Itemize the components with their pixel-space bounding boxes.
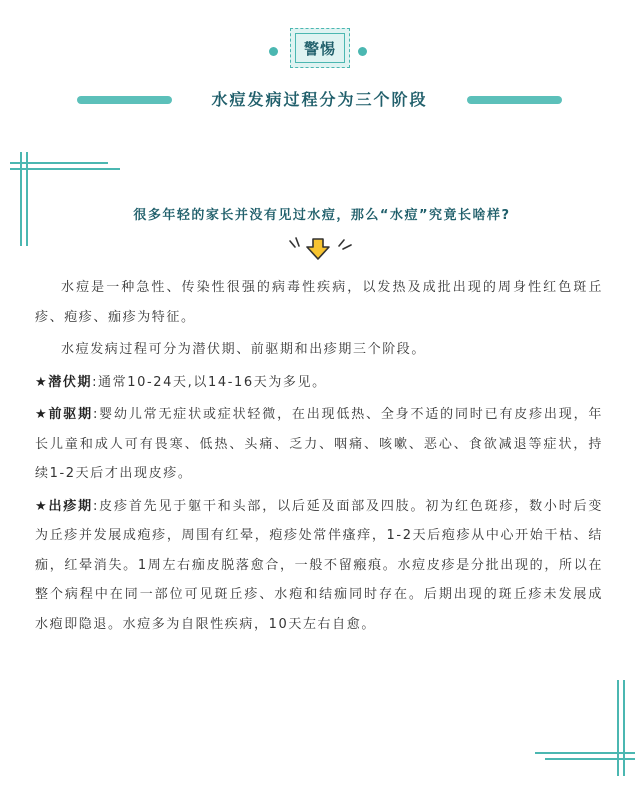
badge-label: 警惕 [295,33,345,63]
header-badge-row [0,14,644,58]
sparkle-left-icon [290,238,299,247]
badge-dot-right [358,47,367,56]
section-title: 水痘发病过程分为三个阶段 [211,90,428,109]
incubation-text: :通常10-24天,以14-16天为多见。 [92,374,327,390]
title-bar-right [467,96,562,104]
article-body [35,273,603,642]
arrow-group [287,235,357,261]
paragraph-eruption [35,492,603,640]
sparkle-right-icon [339,240,351,249]
down-arrow-icon [307,239,329,259]
badge-dot-left [269,47,278,56]
title-bar-left [77,96,172,104]
prodromal-label: ★前驱期 [35,407,93,422]
prodromal-text: :婴幼儿常无症状或症状轻微，在出现低热、全身不适的同时已有皮疹出现，年长儿童和成人可有畏寒、低热、头痛、乏力、咽痛、咳嗽、恶心、食欲减退等症状，持续1-2天后才出现皮疹。 [35,407,603,481]
eruption-label: ★出疹期 [35,498,93,514]
paragraph-prodromal [35,400,603,489]
warning-badge [290,28,350,68]
eruption-text: :皮疹首先见于躯干和头部，以后延及面部及四肢。初为红色斑疹，数小时后变为丘疹并发展成疱疹，周围有红晕，疱疹处常伴瘙痒，1-2天后疱疹从中心开始干枯、结痂，红晕消失。1周左右痂皮脱落愈合，一般不留瘢痕。水痘皮疹是分批出现的，所以在整个病程中在同一部位可见斑丘疹、水疱和结痂同时存在。后期出现的斑丘疹未发展成水疱即隐退。水痘多为自限性疾病，10天左右自愈。 [35,498,603,632]
paragraph-stages: 水痘发病过程可分为潜伏期、前驱期和出疹期三个阶段。 [61,342,427,357]
paragraph-intro: 水痘是一种急性、传染性很强的病毒性疾病，以发热及成批出现的周身性红色斑丘疹、疱疹、痂疹为特征。 [35,280,603,325]
paragraph-incubation [35,368,603,398]
incubation-label: ★潜伏期 [35,374,93,390]
question-line: 很多年轻的家长并没有见过水痘，那么“水痘”究竟长啥样? [133,208,511,223]
